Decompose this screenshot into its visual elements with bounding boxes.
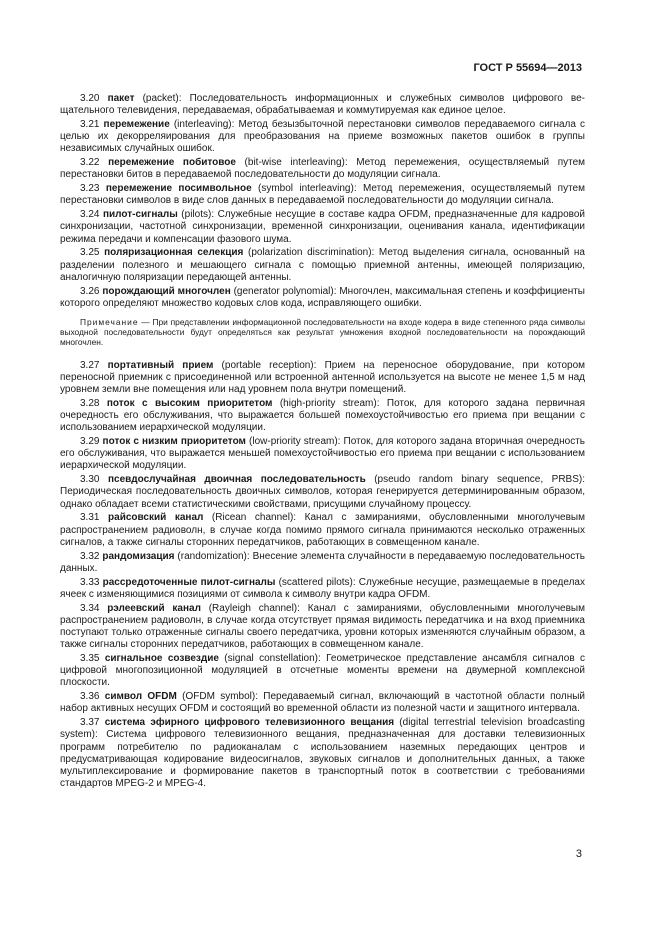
entry-definition: (interleaving): Метод безызбыточной перестановки символов передаваемого сигнала с целью их декорреляирования для преобразования на приеме возможных пакетов ошибок в группы независимых случайных ошибок. bbox=[60, 119, 585, 155]
definition-entry bbox=[60, 247, 585, 284]
definition-entry bbox=[60, 603, 585, 652]
entry-number: 3.20 bbox=[80, 93, 100, 104]
definition-entry bbox=[60, 691, 585, 715]
entry-term: поток с высоким приоритетом bbox=[106, 397, 273, 409]
entry-term: перемежение посимвольное bbox=[105, 183, 252, 195]
page-number: 3 bbox=[575, 848, 582, 860]
entry-number: 3.25 bbox=[80, 247, 100, 259]
entry-number: 3.22 bbox=[80, 157, 100, 169]
definition-entry bbox=[60, 209, 585, 246]
definition-entry bbox=[60, 360, 585, 397]
definition-entry bbox=[60, 93, 585, 117]
entry-term: поляризационная селекция bbox=[104, 247, 244, 259]
entry-number: 3.34 bbox=[80, 602, 100, 614]
definition-entry bbox=[60, 512, 585, 549]
definition-entry bbox=[60, 653, 585, 690]
entry-number: 3.26 bbox=[80, 285, 100, 297]
entry-definition: (randomization): Внесение элемента случайности в передаваемую последовательность данных. bbox=[60, 550, 585, 574]
entry-term: рассредоточенные пилот-сигналы bbox=[102, 576, 276, 588]
entry-definition: (generator polynomial): Многочлен, максимальная степень и коэффициенты которого определяют множество кодовых слов кода, исправляющего ошибки. bbox=[60, 285, 585, 309]
entry-number: 3.31 bbox=[80, 512, 100, 524]
entry-term: пакет bbox=[107, 93, 135, 104]
document-body bbox=[60, 93, 585, 792]
entry-definition: (symbol interleaving): Метод перемежения, осуществляемый путем перестановки символов в виде слов данных в передаваемой последовательности до модуляции сигнала. bbox=[60, 183, 585, 207]
entry-definition: (Ricean channel): Канал с замираниями, обусловленными многолучевым распространением радиоволн, в случае когда помимо прямого сигнала принимаются несколько отраженных сигналов, а также сигналы сторонних передатчиков, работающих в совмещенном канале. bbox=[60, 512, 585, 548]
entry-term: пилот-сигналы bbox=[102, 209, 178, 221]
entry-definition: (low-priority stream): Поток, для которого задана вторичная очередность его обслуживания, что выражается меньшей помехоустойчивостью его приема при вещании с использованием иерархической модуляции. bbox=[60, 436, 585, 472]
definition-entry bbox=[60, 398, 585, 435]
entry-number: 3.35 bbox=[80, 653, 100, 665]
entry-number: 3.30 bbox=[80, 474, 100, 486]
entry-term: сигнальное созвездие bbox=[104, 653, 219, 665]
entry-term: рандомизация bbox=[102, 550, 175, 562]
entry-definition: (pilots): Служебные несущие в составе кадра OFDM, предназначенные для кадровой синхронизации, частотной синхронизации, временной синхронизации, оценивания канала, идентификации режима передачи и компенсации фазового шума. bbox=[60, 209, 585, 245]
entry-definition: (Rayleigh channel): Канал с замираниями, обусловленными многолучевым распространением радиоволн, в случае когда отсутствует прямая видимость передатчика и на вход приемника поступают только отраженные сигналы своего передатчика, уровни которых изменяются случайным образом, а также сигналы сторонних передатчиков, работающих в совмещенном канале. bbox=[60, 602, 585, 651]
entry-definition: (high-priority stream): Поток, для которого задана первичная очередность его обслуживания, что выражается большей помехоустойчивостью его приема при вещании с использованием иерархической модуляции. bbox=[60, 397, 586, 434]
standard-designation: ГОСТ Р 55694—2013 bbox=[473, 62, 582, 74]
entry-term: перемежение побитовое bbox=[108, 157, 236, 169]
entry-term: система эфирного цифрового телевизионного вещания bbox=[104, 717, 395, 729]
entry-number: 3.37 bbox=[80, 717, 100, 729]
definition-entry bbox=[60, 551, 585, 575]
definition-entry bbox=[60, 183, 585, 207]
entry-number: 3.32 bbox=[80, 550, 100, 562]
entry-definition: (packet): Последовательность информационных и служебных символов цифрового вещательного телевидения, передаваемая, обрабатываемая и коммутируемая как единое целое. bbox=[60, 93, 585, 117]
entry-term: поток с низким приоритетом bbox=[102, 436, 246, 448]
entry-term: райсовский канал bbox=[108, 512, 204, 524]
entry-number: 3.33 bbox=[80, 576, 100, 588]
entry-term: рэлеевский канал bbox=[107, 602, 201, 614]
definition-entry bbox=[60, 717, 585, 790]
entry-term: портативный прием bbox=[107, 359, 214, 371]
entry-definition: (OFDM symbol): Передаваемый сигнал, включающий в частотной области полный набор активных несущих OFDM и состоящий во временной области из полезной части и защитного интервала. bbox=[60, 691, 585, 715]
entry-number: 3.29 bbox=[80, 436, 100, 448]
entry-number: 3.23 bbox=[80, 183, 100, 195]
entry-term: порождающий многочлен bbox=[102, 285, 231, 297]
definitions-group-1 bbox=[60, 93, 585, 310]
entry-term: перемежение bbox=[103, 119, 170, 130]
entry-term: псевдослучайная двоичная последовательность bbox=[107, 474, 366, 486]
entry-definition: (portable reception): Прием на переносное оборудование, при котором переносной приемник с присоединенной или встроенной антенной используется на высоте не менее 1,5 м над уровнем земли вне помещения или над уровнем пола внутри помещений. bbox=[60, 359, 585, 396]
definition-entry bbox=[60, 286, 585, 310]
entry-number: 3.24 bbox=[80, 209, 100, 221]
entry-term: символ OFDM bbox=[104, 691, 177, 703]
note-text: — При представлении информационной последовательности на входе кодера в виде степенного ряда символы выходной последовательности будут определяться как результат умножения входной последовательности на порождающий многочлен. bbox=[60, 317, 585, 348]
entry-number: 3.28 bbox=[80, 397, 100, 409]
definition-entry bbox=[60, 119, 585, 156]
entry-definition: (digital terrestrial television broadcasting system): Система цифрового телевизионного вещания, предназначенная для доставки телевизионных программ потребителю по радиоканалам с использованием наземных передающих центров и предусматривающая кодирование видеосигналов, звуковых сигналов и дополнительных данных, а также мультиплексирование и формирование пакетов в транспортный поток в соответствии с требованиями стандартов MPEG-2 и MPEG-4. bbox=[60, 717, 585, 790]
definition-entry bbox=[60, 474, 585, 511]
definition-entry bbox=[60, 436, 585, 473]
definition-entry bbox=[60, 157, 585, 181]
note-label: Примечание bbox=[80, 317, 139, 328]
entry-number: 3.36 bbox=[80, 691, 100, 703]
entry-number: 3.27 bbox=[80, 359, 100, 371]
entry-definition: (polarization discrimination): Метод выделения сигнала, основанный на разделении полезного и мешающего сигнала с помощью приемной антенны, имеющей поляризацию, аналогичную поляризации передающей антенны. bbox=[60, 247, 585, 283]
entry-definition: (bit-wise interleaving): Метод перемежения, осуществляемый путем перестановки битов в передаваемой последовательности до модуляции сигнала. bbox=[60, 157, 586, 181]
entry-number: 3.21 bbox=[80, 119, 100, 130]
entry-definition: (signal constellation): Геометрическое представление ансамбля сигналов с цифровой многопозиционной модуляцией в отсчетные моменты времени на двумерной комплексной плоскости. bbox=[60, 653, 585, 689]
definition-entry bbox=[60, 577, 585, 601]
entry-definition: (pseudo random binary sequence, PRBS): Периодическая последовательность двоичных символов, которая генерируется детерминированным образом, однако обладает всеми статистическими свойствами, присущими случайному процессу. bbox=[60, 474, 585, 510]
definitions-group-2 bbox=[60, 360, 585, 791]
note bbox=[60, 317, 585, 348]
entry-definition: (scattered pilots): Служебные несущие, размещаемые в пределах ячеек с изменяющимися позициями от символа к символу внутри кадра OFDM. bbox=[60, 576, 585, 600]
